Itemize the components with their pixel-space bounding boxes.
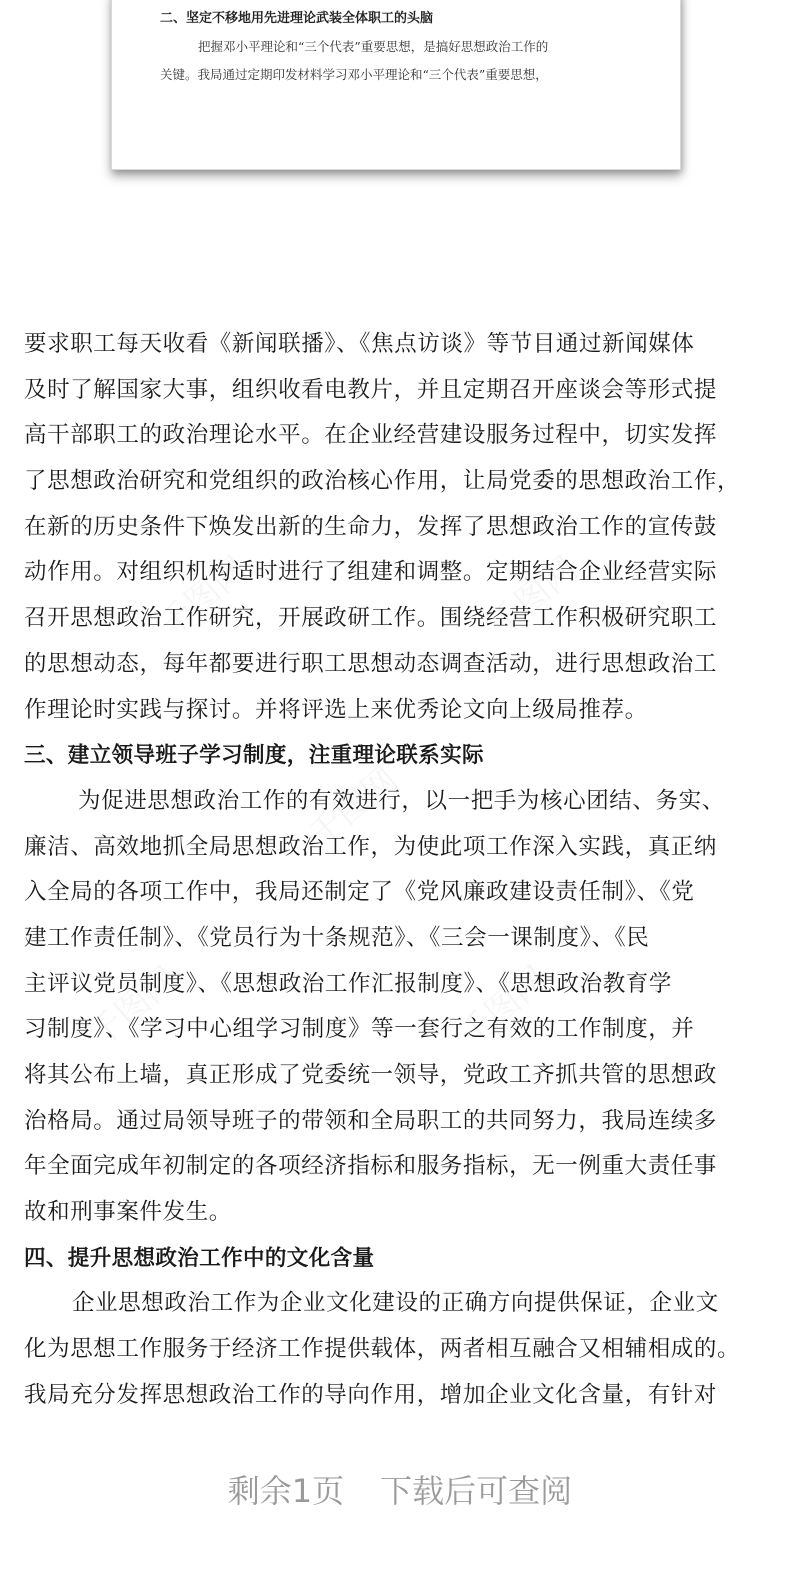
text-line: 的思想动态，每年都要进行职工思想动态调查活动，进行思想政治工 <box>24 650 718 677</box>
document-body <box>24 322 794 1419</box>
preview-line: 关键。我局通过定期印发材料学习邓小平理论和“三个代表”重要思想， <box>160 67 548 82</box>
download-hint-label: 下载后可查阅 <box>380 1472 573 1510</box>
text-line: 我局充分发挥思想政治工作的导向作用，增加企业文化含量，有针对 <box>24 1381 718 1408</box>
preview-line: 把握邓小平理论和“三个代表”重要思想，是搞好思想政治工作的 <box>198 39 549 54</box>
section-heading-3: 三、建立领导班子学习制度，注重理论联系实际 <box>24 743 484 769</box>
text-line: 企业思想政治工作为企业文化建设的正确方向提供保证，企业文 <box>72 1290 719 1317</box>
text-line: 建工作责任制》、《党员行为十条规范》、《三会一课制度》、《民 <box>24 924 650 951</box>
text-line: 动作用。对组织机构适时进行了组建和调整。定期结合企业经营实际 <box>24 559 718 586</box>
watermark: 千图网 <box>481 549 586 646</box>
text-line: 在新的历史条件下焕发出新的生命力，发挥了思想政治工作的宣传鼓 <box>24 513 718 540</box>
watermark: 千图网 <box>151 549 256 646</box>
text-line: 作理论时实践与探讨。并将评选上来优秀论文向上级局推荐。 <box>24 696 648 723</box>
text-line: 入全局的各项工作中，我局还制定了《党风廉政建设责任制》、《党 <box>24 879 695 906</box>
text-line: 治格局。通过局领导班子的带领和全局职工的共同努力，我局连续多 <box>24 1107 718 1134</box>
preview-heading: 二、坚定不移地用先进理论武装全体职工的头脑 <box>160 11 434 26</box>
preview-card <box>111 0 681 170</box>
text-line: 了思想政治研究和党组织的政治核心作用，让局党委的思想政治工作， <box>24 468 741 495</box>
text-line: 召开思想政治工作研究，开展政研工作。围绕经营工作积极研究职工 <box>24 605 718 632</box>
text-line: 及时了解国家大事，组织收看电教片，并且定期召开座谈会等形式提 <box>24 376 718 403</box>
remaining-pages-banner[interactable] <box>0 1466 800 1512</box>
text-line: 为促进思想政治工作的有效进行，以一把手为核心团结、务实、 <box>78 787 725 814</box>
text-line: 年全面完成年初制定的各项经济指标和服务指标，无一例重大责任事 <box>24 1153 718 1180</box>
text-line: 廉洁、高效地抓全局思想政治工作，为使此项工作深入实践，真正纳 <box>24 833 718 860</box>
section-heading-4: 四、提升思想政治工作中的文化含量 <box>24 1245 375 1271</box>
watermark: 千图网 <box>81 959 186 1056</box>
text-line: 高干部职工的政治理论水平。在企业经营建设服务过程中，切实发挥 <box>24 422 718 449</box>
text-line: 习制度》、《学习中心组学习制度》等一套行之有效的工作制度，并 <box>24 1016 695 1043</box>
text-line: 故和刑事案件发生。 <box>24 1199 232 1226</box>
text-line: 将其公布上墙，真正形成了党委统一领导，党政工齐抓共管的思想政 <box>24 1062 718 1088</box>
text-line: 要求职工每天收看《新闻联播》、《焦点访谈》等节目通过新闻媒体 <box>24 331 695 357</box>
watermark: 千图网 <box>451 959 556 1056</box>
remaining-pages-label: 剩余1页 <box>227 1472 345 1510</box>
text-line: 化为思想工作服务于经济工作提供载体，两者相互融合又相辅相成的。 <box>24 1336 741 1363</box>
text-line: 主评议党员制度》、《思想政治工作汇报制度》、《思想政治教育学 <box>24 970 673 997</box>
watermark: 千图网 <box>301 759 406 856</box>
